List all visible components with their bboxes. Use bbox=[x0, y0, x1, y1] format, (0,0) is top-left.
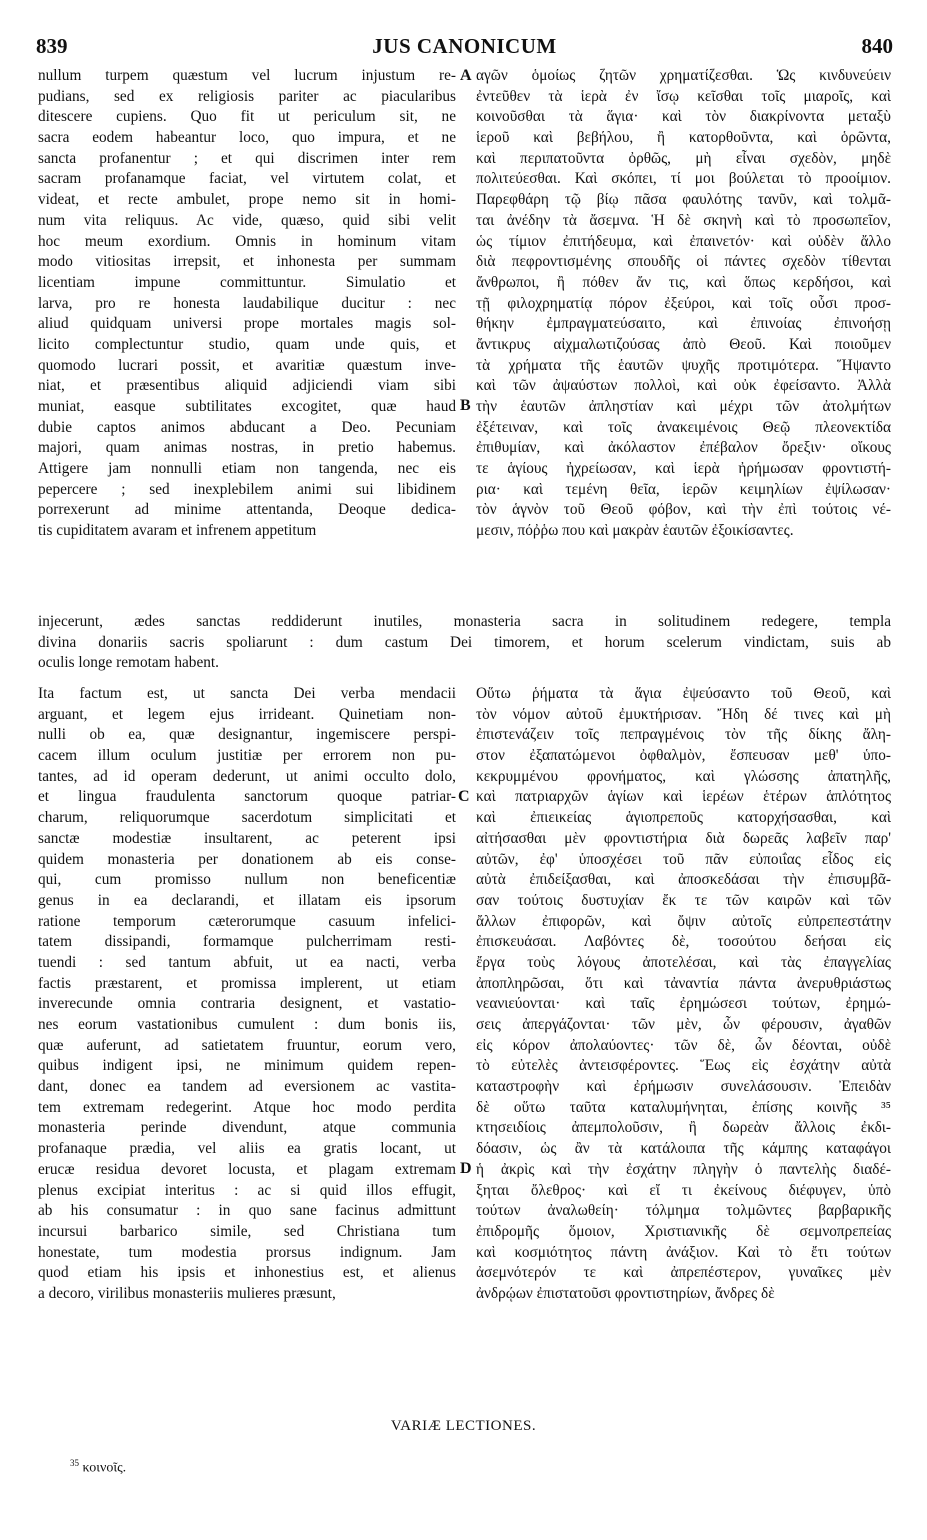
latin-text-line: sancta profanentur ; et qui discrimen inter rem bbox=[38, 149, 456, 167]
greek-text-line: στον ἐξαπατώμενοι ὀφθαλμὸν, ἔσπευσαν μεθ' ὑπο- bbox=[476, 747, 891, 765]
variae-lectiones-heading: VARIÆ LECTIONES. bbox=[390, 1418, 537, 1434]
greek-text-line: ἀποπληρῶσαι, ὅτι καὶ τἀναντία πάντα ἀνερυθριάστως bbox=[476, 974, 891, 992]
latin-text-line: incursui barbarico simile, sed Christiana tum bbox=[38, 1222, 456, 1240]
greek-text-line: καὶ πατριαρχῶν ἁγίων καὶ ἱερέων ἑτέρων ἁπλότητος bbox=[476, 788, 891, 806]
latin-text-line: arguant, et legem ejus irrideant. Quinetiam non- bbox=[38, 705, 456, 723]
latin-text-line: muniat, easque subtilitates excogitet, quæ haud bbox=[38, 398, 456, 415]
greek-text-line: ἐντεῦθεν τὰ ἱερὰ ἐν ἴσῳ κεῖσθαι τοῖς μιαροῖς, καὶ bbox=[476, 87, 891, 105]
latin-text-line: sacra eodem habeantur loco, quo impura, et ne bbox=[38, 129, 456, 147]
greek-text-line: ἐπιδρομῆς ὅμοιον, Χριστιανικῆς δὲ σεμνοπρεπείας bbox=[476, 1222, 891, 1240]
latin-text-line: porrexerunt ad minime attentanda, Deoque dedica- bbox=[38, 501, 456, 519]
greek-text-line: καὶ περιπατοῦντα ὀρθῶς, μὴ εἶναι σχεδὸν, μηδὲ bbox=[476, 149, 891, 167]
greek-text-line: ται ἀνέδην τὰ ἄσεμνα. Ἡ δὲ σκηνὴ καὶ τὸ προσωπεῖον, bbox=[476, 211, 891, 229]
greek-text-line: ὡς τίμιον ἐπιτήδευμα, καὶ ἐπαινετόν· καὶ οὐδὲν ἄλλο bbox=[476, 232, 891, 250]
greek-column-bottom bbox=[476, 684, 891, 1305]
latin-text-line: sacram profanamque faciat, vel virtutem colat, et bbox=[38, 170, 456, 188]
latin-text-line: nullum turpem quæstum vel lucrum injustum re- bbox=[38, 67, 456, 84]
latin-text-line: quidem monasteria per donationem ab eis conse- bbox=[38, 850, 456, 868]
margin-marker-d: D bbox=[460, 1160, 472, 1177]
greek-text-line: τούτων ἀναλωθείη· τόλμημα τολμῶντες βαρβαρικῆς bbox=[476, 1202, 891, 1220]
latin-text-line: videat, et recte ambulet, prope nemo sit in homi- bbox=[38, 191, 456, 209]
latin-text-line: licito complectuntur studio, quam unde quis, et bbox=[38, 335, 456, 353]
greek-text-line: ἄλλων ἐπιφορῶν, καὶ ὄψιν αὐτοῖς εὐπρεπεστάτην bbox=[476, 912, 891, 930]
greek-text-line: πολιτεύεσθαι. Καὶ σκόπει, τί μοι βούλεται τὸ προοίμιον. bbox=[476, 170, 891, 188]
greek-text-line: ἀνδρῴων ἐπιστατοῦσι φροντιστηρίων, ἄνδρες δὲ bbox=[476, 1284, 775, 1302]
greek-text-line: καὶ κοσμιότητος πάντη ἀνάξιον. Καὶ τὸ ἔτι τούτων bbox=[476, 1243, 891, 1261]
latin-text-line: niat, et præsentibus aliquid adjiciendi viam sibi bbox=[38, 377, 456, 395]
greek-text-line: εἰς κόρον ἀπολαύοντες· τῶν δὲ, ὧν δέονται, οὐδὲ bbox=[476, 1036, 891, 1054]
margin-marker-a: A bbox=[460, 67, 472, 84]
greek-text-line: τῇ φιλοχρηματίᾳ πόρον ἐξεύροι, καὶ τοῖς οὖσι προσ- bbox=[476, 294, 891, 312]
footnote bbox=[70, 1458, 126, 1477]
greek-text-line: ἐπιθυμίαν, καὶ ἀκόλαστον ἐπέβαλον ὄρεξιν· οἴκους bbox=[476, 439, 891, 457]
greek-text-line: διὰ πεφροντισμένης σπουδῆς οἱ πάντες σχεδὸν τίθενται bbox=[476, 253, 891, 271]
latin-text-line: inverecunde omnia contraria designent, et vastatio- bbox=[38, 995, 456, 1013]
latin-text-line: honestate, tum modestia prorsus indignum. Jam bbox=[38, 1243, 456, 1261]
greek-text-line: Παρεφθάρη τῷ βίῳ πᾶσα φαυλότης τανῦν, καὶ τολμᾶ- bbox=[476, 191, 891, 209]
latin-text-line: tatem dissipandi, formamque pulcherrimam resti- bbox=[38, 933, 456, 951]
greek-text-line: τὰ χρήματα τῆς ἑαυτῶν ψυχῆς προτιμότερα. Ἥψαντο bbox=[476, 356, 891, 374]
latin-text-line: quibus indigent ipsi, ne minimum quidem repen- bbox=[38, 1057, 456, 1075]
greek-text-line: αἰτήσασθαι μὲν φροντιστήρια διὰ δωρεᾶς λαβεῖν παρ' bbox=[476, 829, 891, 847]
greek-text-line: ἄνθρωποι, ἢ πόθεν ἄν τις, καὶ ὅπως κερδήσοι, καὶ bbox=[476, 273, 891, 291]
greek-text-line: τε ἁγίους ἠχρείωσαν, καὶ ἱερὰ ἠρήμωσαν φροντιστή- bbox=[476, 460, 891, 478]
latin-text-line: et lingua fraudulenta sanctorum quoque patriar- bbox=[38, 788, 456, 806]
greek-text-line: ἐπισκευάσαι. Λαβόντες δὲ, τοσούτου δεήσαι εἰς bbox=[476, 933, 891, 951]
margin-marker-b: B bbox=[460, 397, 471, 414]
latin-text-line: hoc meum exordium. Omnis in hominum vitam bbox=[38, 232, 456, 250]
greek-text-line: κτησειδίοις ἀπεμπολοῦσιν, ἢ δωρεὰν ἄλλοις ἐκδι- bbox=[476, 1119, 891, 1137]
latin-text-line: quod etiam his ipsis et inhonestius est, et alienus bbox=[38, 1264, 456, 1282]
greek-text-line: ἐπιστενάζειν τοῖς πεπραγμένοις τὸν τῆς δίκης ἄλη- bbox=[476, 726, 891, 744]
footnote-text: κοινοῖς. bbox=[82, 1460, 127, 1476]
latin-text-line: majori, quam animas nostras, in pretio habemus. bbox=[38, 439, 456, 457]
greek-text-line: κεκρυμμένου φρονήματος, καὶ γλώσσης ἀπατηλῆς, bbox=[476, 767, 891, 785]
greek-column-top bbox=[476, 66, 891, 542]
greek-text-line: κοινοῦσθαι τὰ ἅγια· καὶ τὸν διακρίνοντα μεταξὺ bbox=[476, 108, 891, 126]
latin-text-line: num vita reliquus. Ac vide, quæso, quid sibi velit bbox=[38, 211, 456, 229]
greek-text-line: μεσιν, πόῤῥω που καὶ μακρὰν ἑαυτῶν ἐξοικίσαντες. bbox=[476, 522, 794, 540]
latin-text-line: ratione temporum cæterorumque casuum infelici- bbox=[38, 912, 456, 930]
greek-text-line: ρια· καὶ τεμένη θεῖα, ἱερῶν κειμηλίων ἐψίλωσαν· bbox=[476, 480, 891, 498]
full-width-text-line: injecerunt, ædes sanctas reddiderunt inutiles, monasteria sacra in solitudinem redegere, templa bbox=[38, 613, 891, 630]
latin-text-line: monasteria perinde divendunt, atque communia bbox=[38, 1119, 456, 1137]
greek-text-line: δόασιν, ὡς ἂν τὰ κατάλοιπα τῆς κάμπης καταφάγοι bbox=[476, 1140, 891, 1158]
greek-text-line: ἔργα τοὺς λόγους ἀποτελέσαι, καὶ τὰς ἐπαγγελίας bbox=[476, 953, 891, 971]
latin-text-line: ab his consumatur : in quo sane facinus admittunt bbox=[38, 1202, 456, 1220]
page-number-left: 839 bbox=[36, 34, 68, 58]
latin-text-line: larva, pro re honesta laudabilique ducitur : nec bbox=[38, 294, 456, 312]
greek-text-line: σαν τούτοις δυστυχίαν ἔκ τε τῶν καιρῶν καὶ τῶν bbox=[476, 891, 891, 909]
latin-text-line: factis præstarent, et promissa implerent, ut etiam bbox=[38, 974, 456, 992]
full-width-lines bbox=[38, 612, 891, 674]
greek-text-line: τὸν νόμον αὐτοῦ ἐμυκτήρισαν. Ἤδη δέ τινες καὶ μὴ bbox=[476, 705, 891, 723]
latin-text-line: qui, cum promisso nullum non beneficentiæ bbox=[38, 871, 456, 889]
greek-text-line: τὸ εὐτελὲς ἀντεισφέροντες. Ἕως εἰς ἐσχάτην αὐτὰ bbox=[476, 1057, 891, 1075]
latin-text-line: profanaque prædia, vel aliis ea gratis locant, ut bbox=[38, 1140, 456, 1158]
greek-text-line: καὶ τῶν ἀψαύστων πολλοὶ, καὶ οὐκ ἐφείσαντο. Ἀλλὰ bbox=[476, 377, 891, 395]
running-title: JUS CANONICUM bbox=[372, 34, 557, 58]
latin-text-line: genus in ea declarandi, et illatam eis ipsorum bbox=[38, 891, 456, 909]
greek-text-line: ἱεροῦ καὶ βεβήλου, ἢ κατορθοῦντα, καὶ ὁρῶντα, bbox=[476, 129, 891, 147]
latin-text-line: nulli ob ea, quæ designantur, ingemiscere perspi- bbox=[38, 726, 456, 744]
latin-text-line: a decoro, virilibus monasteriis mulieres præsunt, bbox=[38, 1284, 336, 1302]
latin-column-bottom bbox=[38, 684, 456, 1305]
greek-text-line: νεανιεύονται· καὶ ταῖς ἐρημώσεσι τούτων, ἐρημώ- bbox=[476, 995, 891, 1013]
latin-text-line: pudians, sed ex religiosis pariter ac piacularibus bbox=[38, 87, 456, 105]
greek-text-line: σεις ἀπεργάζονται· τῶν μὲν, ὧν φέρουσιν, ἀγαθῶν bbox=[476, 1016, 891, 1033]
greek-text-line: τὴν ἑαυτῶν ἀπληστίαν καὶ μέχρι τῶν ἀτολμήτων bbox=[476, 398, 891, 415]
latin-text-line: erucæ residua devoret locusta, et plagam extremam bbox=[38, 1160, 456, 1178]
latin-text-line: dubie captos animos abducant a Deo. Pecuniam bbox=[38, 418, 456, 436]
greek-text-line: ἀσεμνότερόν τε καὶ ἀπρεπέστερον, γυναῖκες μὲν bbox=[476, 1264, 891, 1282]
latin-text-line: ditescere cupiens. Quo fit ut periculum sit, ne bbox=[38, 108, 456, 126]
latin-text-line: aliud quidquam universi prope mortales magis sol- bbox=[38, 315, 456, 333]
latin-text-line: nes eorum vastationibus cumulent : dum bonis iis, bbox=[38, 1016, 456, 1033]
latin-text-line: cacem illum oculum justitiæ per errorem non pu- bbox=[38, 747, 456, 765]
greek-text-line: θήκην ἐμπραγματεύσαιτο, καὶ ἐπινοίας ἐπινοήσῃ bbox=[476, 315, 891, 333]
greek-text-line: καταστροφὴν καὶ ἐρήμωσιν συνελάσουσιν. Ἐπειδὰν bbox=[476, 1078, 891, 1096]
footnote-number: 35 bbox=[70, 1458, 79, 1468]
latin-column-top bbox=[38, 66, 456, 542]
latin-text-line: tantes, ad id operam dederunt, ut animi occulto dolo, bbox=[38, 767, 456, 785]
greek-text-line: ἄντικρυς αἰχμαλωτιζούσας ἀπὸ Θεοῦ. Καὶ ποιοῦμεν bbox=[476, 335, 891, 353]
latin-text-line: dant, donec ea tandem ad eversionem ac vastita- bbox=[38, 1078, 456, 1096]
latin-text-line: modo vitiositas irrepsit, et inhonesta per summam bbox=[38, 253, 456, 271]
greek-text-line: αὐτὰ ἐπιδείξασθαι, καὶ ἀποσκεδάσαι τὴν ἐπισυμβᾶ- bbox=[476, 871, 891, 889]
greek-text-line: ἡ ἀκρὶς καὶ τὴν ἐσχάτην πληγὴν ὁ παντελὴς διαδέ- bbox=[476, 1160, 891, 1178]
greek-text-line: Οὕτω ῥήματα τὰ ἅγια ἐψεύσαντο τοῦ Θεοῦ, καὶ bbox=[476, 685, 891, 702]
latin-text-line: tuendi : sed tantum abfuit, ut ea nacti, verba bbox=[38, 953, 456, 971]
full-width-text-line: divina donariis sacris spoliarunt : dum castum Dei timorem, et horum scelerum vindictam, suis ab bbox=[38, 633, 891, 651]
greek-text-line: αὐτῶν, ἐφ' ὑποσχέσει τοῦ πᾶν εὐποιΐας εἶδος εἰς bbox=[476, 850, 891, 868]
latin-text-line: quomodo lucrari possit, et avaritiæ quæstum inve- bbox=[38, 356, 456, 374]
latin-text-line: plenus excipiat interitus : ac si quid illos effugit, bbox=[38, 1181, 456, 1199]
latin-text-line: Attigere jam nonnulli etiam non tangenda, nec eis bbox=[38, 460, 456, 478]
greek-text-line: καὶ ἐπιεικείας ἁγιοπρεποῦς κατορχήσασθαι, καὶ bbox=[476, 809, 891, 827]
greek-text-line: αγῶν ὁμοίως ζητῶν χρηματίζεσθαι. Ὡς κινδυνεύειν bbox=[476, 67, 891, 84]
latin-text-line: sanctæ modestiæ insultarent, ac peterent ipsi bbox=[38, 829, 456, 847]
margin-marker-c: C bbox=[458, 788, 470, 805]
page-number-right: 840 bbox=[861, 34, 893, 58]
full-width-text-line: oculis longe remotam habent. bbox=[38, 654, 219, 672]
latin-text-line: charum, reliquorumque sacerdotum simplicitati et bbox=[38, 809, 456, 827]
latin-text-line: quæ auferunt, ad satietatem fruuntur, eorum vero, bbox=[38, 1036, 456, 1054]
greek-text-line: ξηται ὄλεθρος· καὶ εἴ τι ἐκείνους διέφυγεν, ὑπὸ bbox=[476, 1181, 891, 1199]
greek-text-line: ἐξέτειναν, καὶ τοῖς ἀνακειμένοις Θεῷ πλεονεκτίδα bbox=[476, 418, 891, 436]
latin-text-line: Ita factum est, ut sancta Dei verba mendacii bbox=[38, 685, 456, 702]
running-header bbox=[36, 34, 893, 64]
latin-text-line: licentiam impune committuntur. Simulatio et bbox=[38, 273, 456, 291]
greek-text-line: δὲ οὕτω ταῦτα καταλυμήνηται, ἐπίσης κοινῆς ³⁵ bbox=[476, 1098, 891, 1116]
latin-text-line: pepercere ; sed inexplebilem animi sui libidinem bbox=[38, 480, 456, 498]
greek-text-line: τὸν ἁγνὸν τοῦ Θεοῦ φόβον, καὶ τὴν ἐπὶ τούτοις νέ- bbox=[476, 501, 891, 519]
latin-text-line: tem extremam redegerint. Atque hoc modo perdita bbox=[38, 1098, 456, 1116]
latin-text-line: tis cupiditatem avaram et infrenem appetitum bbox=[38, 522, 317, 540]
